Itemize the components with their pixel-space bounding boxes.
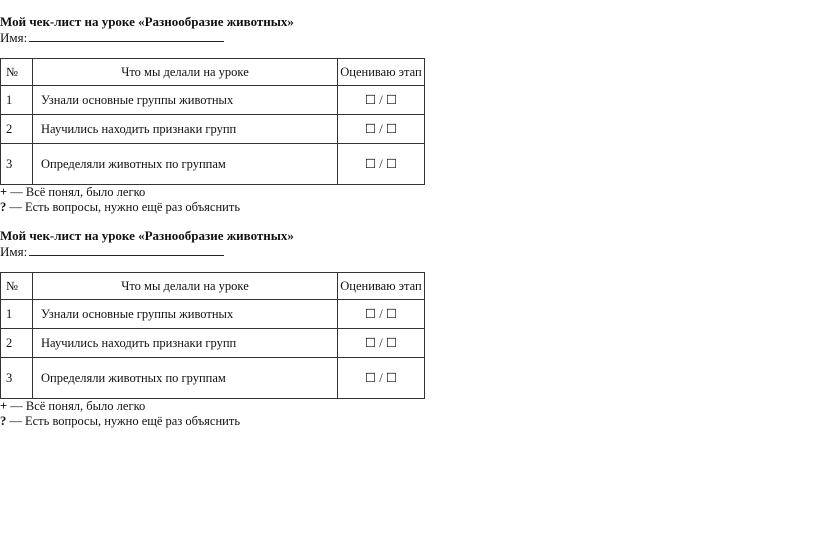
header-evaluation: Оцениваю этап [338,273,425,300]
row-num: 1 [1,86,33,115]
legend-text: — Есть вопросы, нужно ещё раз объяснить [6,414,241,428]
header-activity: Что мы делали на уроке [33,273,338,300]
legend-item [0,399,424,414]
table-row [1,86,425,115]
table-header-row [1,273,425,300]
row-activity: Узнали основные группы животных [33,300,338,329]
legend-symbol: ? [0,414,7,428]
header-evaluation: Оцениваю этап [338,59,425,86]
legend-symbol: ? [0,200,7,214]
checklist-title: Мой чек-лист на уроке «Разнообразие животных» [0,228,294,243]
row-num: 3 [1,144,33,185]
table-row [1,144,425,185]
row-evaluation-checkboxes[interactable]: ☐ / ☐ [338,144,425,185]
legend-text: — Есть вопросы, нужно ещё раз объяснить [6,200,241,214]
row-num: 2 [1,329,33,358]
table-row [1,300,425,329]
row-activity: Научились находить признаки групп [33,329,338,358]
header-activity: Что мы делали на уроке [33,59,338,86]
legend-text: — Всё понял, было легко [7,185,146,199]
name-line [0,30,424,45]
table-header-row [1,59,425,86]
name-blank-line[interactable] [29,244,224,256]
header-num: № [1,273,33,300]
checklist-title: Мой чек-лист на уроке «Разнообразие животных» [0,14,294,29]
checklist-sheet [0,228,424,429]
legend-item [0,185,424,200]
row-evaluation-checkboxes[interactable]: ☐ / ☐ [338,300,425,329]
checklist-sheet [0,14,424,215]
name-line [0,244,424,259]
row-evaluation-checkboxes[interactable]: ☐ / ☐ [338,329,425,358]
table-row [1,358,425,399]
row-evaluation-checkboxes[interactable]: ☐ / ☐ [338,358,425,399]
legend-symbol: + [0,399,8,413]
row-num: 1 [1,300,33,329]
legend-item [0,414,424,429]
row-num: 3 [1,358,33,399]
row-evaluation-checkboxes[interactable]: ☐ / ☐ [338,115,425,144]
table-row [1,329,425,358]
row-evaluation-checkboxes[interactable]: ☐ / ☐ [338,86,425,115]
row-num: 2 [1,115,33,144]
name-label: Имя: [0,30,28,45]
legend-symbol: + [0,185,8,199]
row-activity: Научились находить признаки групп [33,115,338,144]
checklist-table [0,272,425,399]
row-activity: Определяли животных по группам [33,358,338,399]
table-row [1,115,425,144]
name-label: Имя: [0,244,28,259]
row-activity: Узнали основные группы животных [33,86,338,115]
row-activity: Определяли животных по группам [33,144,338,185]
legend-item [0,200,424,215]
name-blank-line[interactable] [29,30,224,42]
header-num: № [1,59,33,86]
checklist-table [0,58,425,185]
legend-text: — Всё понял, было легко [7,399,146,413]
